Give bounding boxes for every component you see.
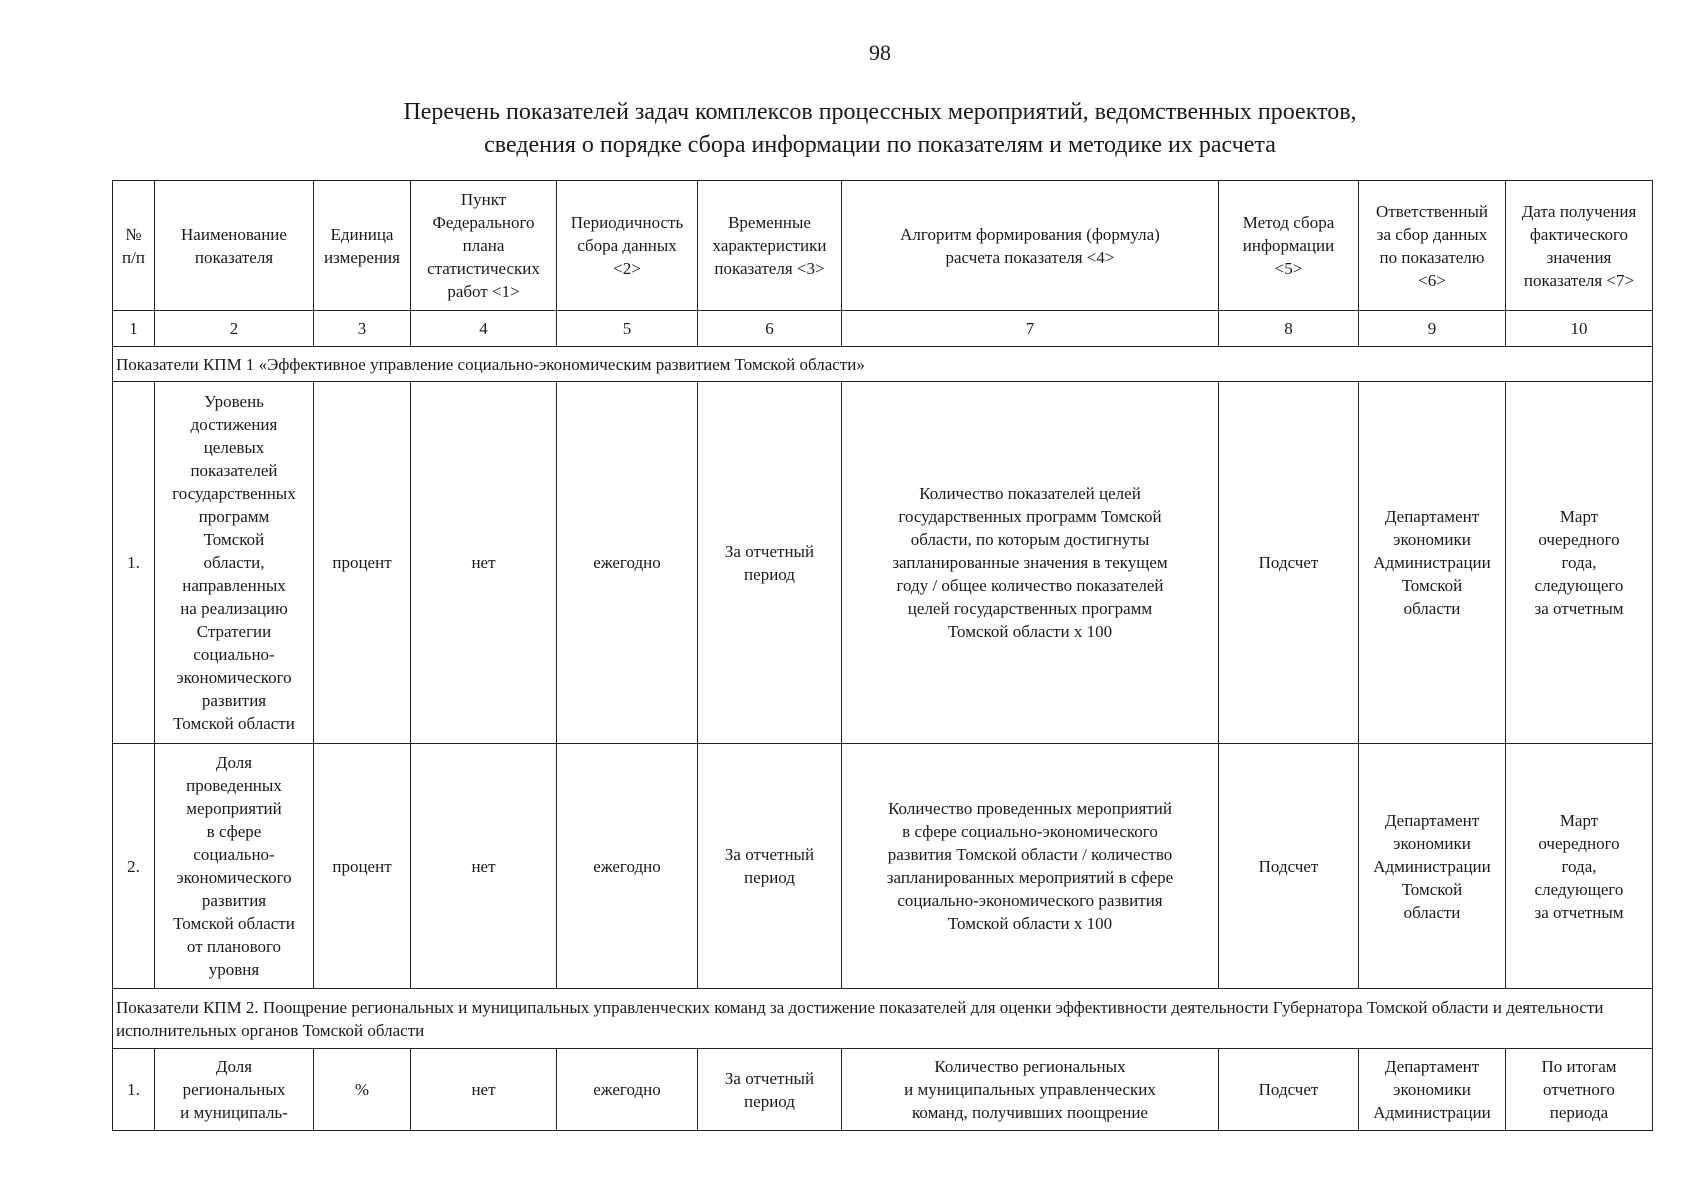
column-number-cell: 1 <box>113 311 155 347</box>
algorithm-cell: Количество проведенных мероприятий в сфере социально-экономического развития Томской области / количество запланированных мероприятий в сфере социально-экономического развития Томской области х 100 <box>842 744 1219 989</box>
column-number-cell: 7 <box>842 311 1219 347</box>
unit-cell: % <box>314 1049 411 1131</box>
header-cell-federal-plan: Пункт Федерального плана статистических работ <1> <box>411 181 557 311</box>
column-number-cell: 6 <box>698 311 842 347</box>
row-number-cell: 1. <box>113 1049 155 1131</box>
column-number-row <box>113 311 1653 347</box>
time-characteristics-cell: За отчетный период <box>698 744 842 989</box>
table-row <box>113 1049 1653 1131</box>
algorithm-cell: Количество региональных и муниципальных управленческих команд, получивших поощрение <box>842 1049 1219 1131</box>
indicators-table <box>112 180 1653 1131</box>
date-cell: Март очередного года, следующего за отчетным <box>1506 744 1653 989</box>
page-number: 98 <box>869 40 891 65</box>
header-cell-algorithm: Алгоритм формирования (формула) расчета показателя <4> <box>842 181 1219 311</box>
column-number-cell: 4 <box>411 311 557 347</box>
section-header-row <box>113 347 1653 382</box>
federal-plan-cell: нет <box>411 1049 557 1131</box>
periodicity-cell: ежегодно <box>557 1049 698 1131</box>
document-title <box>0 96 1698 162</box>
unit-cell: процент <box>314 382 411 744</box>
header-cell-collection-method: Метод сбора информации <5> <box>1219 181 1359 311</box>
header-cell-number: № п/п <box>113 181 155 311</box>
date-cell: По итогам отчетного периода <box>1506 1049 1653 1131</box>
section-title-kpm2: Показатели КПМ 2. Поощрение региональных и муниципальных управленческих команд за достижение показателей для оценки эффективности деятельности Губернатора Томской области и деятельности исполнительных органов Томской области <box>113 989 1653 1049</box>
table-row <box>113 382 1653 744</box>
table-header-row <box>113 181 1653 311</box>
column-number-cell: 3 <box>314 311 411 347</box>
header-cell-name: Наименование показателя <box>155 181 314 311</box>
periodicity-cell: ежегодно <box>557 744 698 989</box>
row-number-cell: 1. <box>113 382 155 744</box>
document-title-line-1: Перечень показателей задач комплексов процессных мероприятий, ведомственных проектов, <box>403 99 1357 125</box>
header-cell-unit: Единица измерения <box>314 181 411 311</box>
column-number-cell: 8 <box>1219 311 1359 347</box>
periodicity-cell: ежегодно <box>557 382 698 744</box>
header-cell-periodicity: Периодичность сбора данных <2> <box>557 181 698 311</box>
federal-plan-cell: нет <box>411 382 557 744</box>
indicator-name-cell: Доля региональных и муниципаль- <box>155 1049 314 1131</box>
section-title-kpm1: Показатели КПМ 1 «Эффективное управление социально-экономическим развитием Томской области» <box>113 347 1653 382</box>
column-number-cell: 5 <box>557 311 698 347</box>
table-row <box>113 744 1653 989</box>
header-cell-time-characteristics: Временные характеристики показателя <3> <box>698 181 842 311</box>
federal-plan-cell: нет <box>411 744 557 989</box>
date-cell: Март очередного года, следующего за отчетным <box>1506 382 1653 744</box>
collection-method-cell: Подсчет <box>1219 382 1359 744</box>
algorithm-cell: Количество показателей целей государственных программ Томской области, по которым достигнуты запланированные значения в текущем году / общее количество показателей целей государственных программ Томской области х 100 <box>842 382 1219 744</box>
column-number-cell: 9 <box>1359 311 1506 347</box>
column-number-cell: 10 <box>1506 311 1653 347</box>
indicator-name-cell: Доля проведенных мероприятий в сфере социально- экономического развития Томской области от планового уровня <box>155 744 314 989</box>
unit-cell: процент <box>314 744 411 989</box>
header-cell-responsible: Ответственный за сбор данных по показателю <6> <box>1359 181 1506 311</box>
responsible-cell: Департамент экономики Администрации Томской области <box>1359 382 1506 744</box>
responsible-cell: Департамент экономики Администрации <box>1359 1049 1506 1131</box>
responsible-cell: Департамент экономики Администрации Томской области <box>1359 744 1506 989</box>
row-number-cell: 2. <box>113 744 155 989</box>
indicator-name-cell: Уровень достижения целевых показателей государственных программ Томской области, направленных на реализацию Стратегии социально- экономического развития Томской области <box>155 382 314 744</box>
header-cell-date: Дата получения фактического значения показателя <7> <box>1506 181 1653 311</box>
time-characteristics-cell: За отчетный период <box>698 1049 842 1131</box>
section-header-row <box>113 989 1653 1049</box>
time-characteristics-cell: За отчетный период <box>698 382 842 744</box>
column-number-cell: 2 <box>155 311 314 347</box>
collection-method-cell: Подсчет <box>1219 1049 1359 1131</box>
document-title-line-2: сведения о порядке сбора информации по показателям и методике их расчета <box>484 132 1276 158</box>
collection-method-cell: Подсчет <box>1219 744 1359 989</box>
